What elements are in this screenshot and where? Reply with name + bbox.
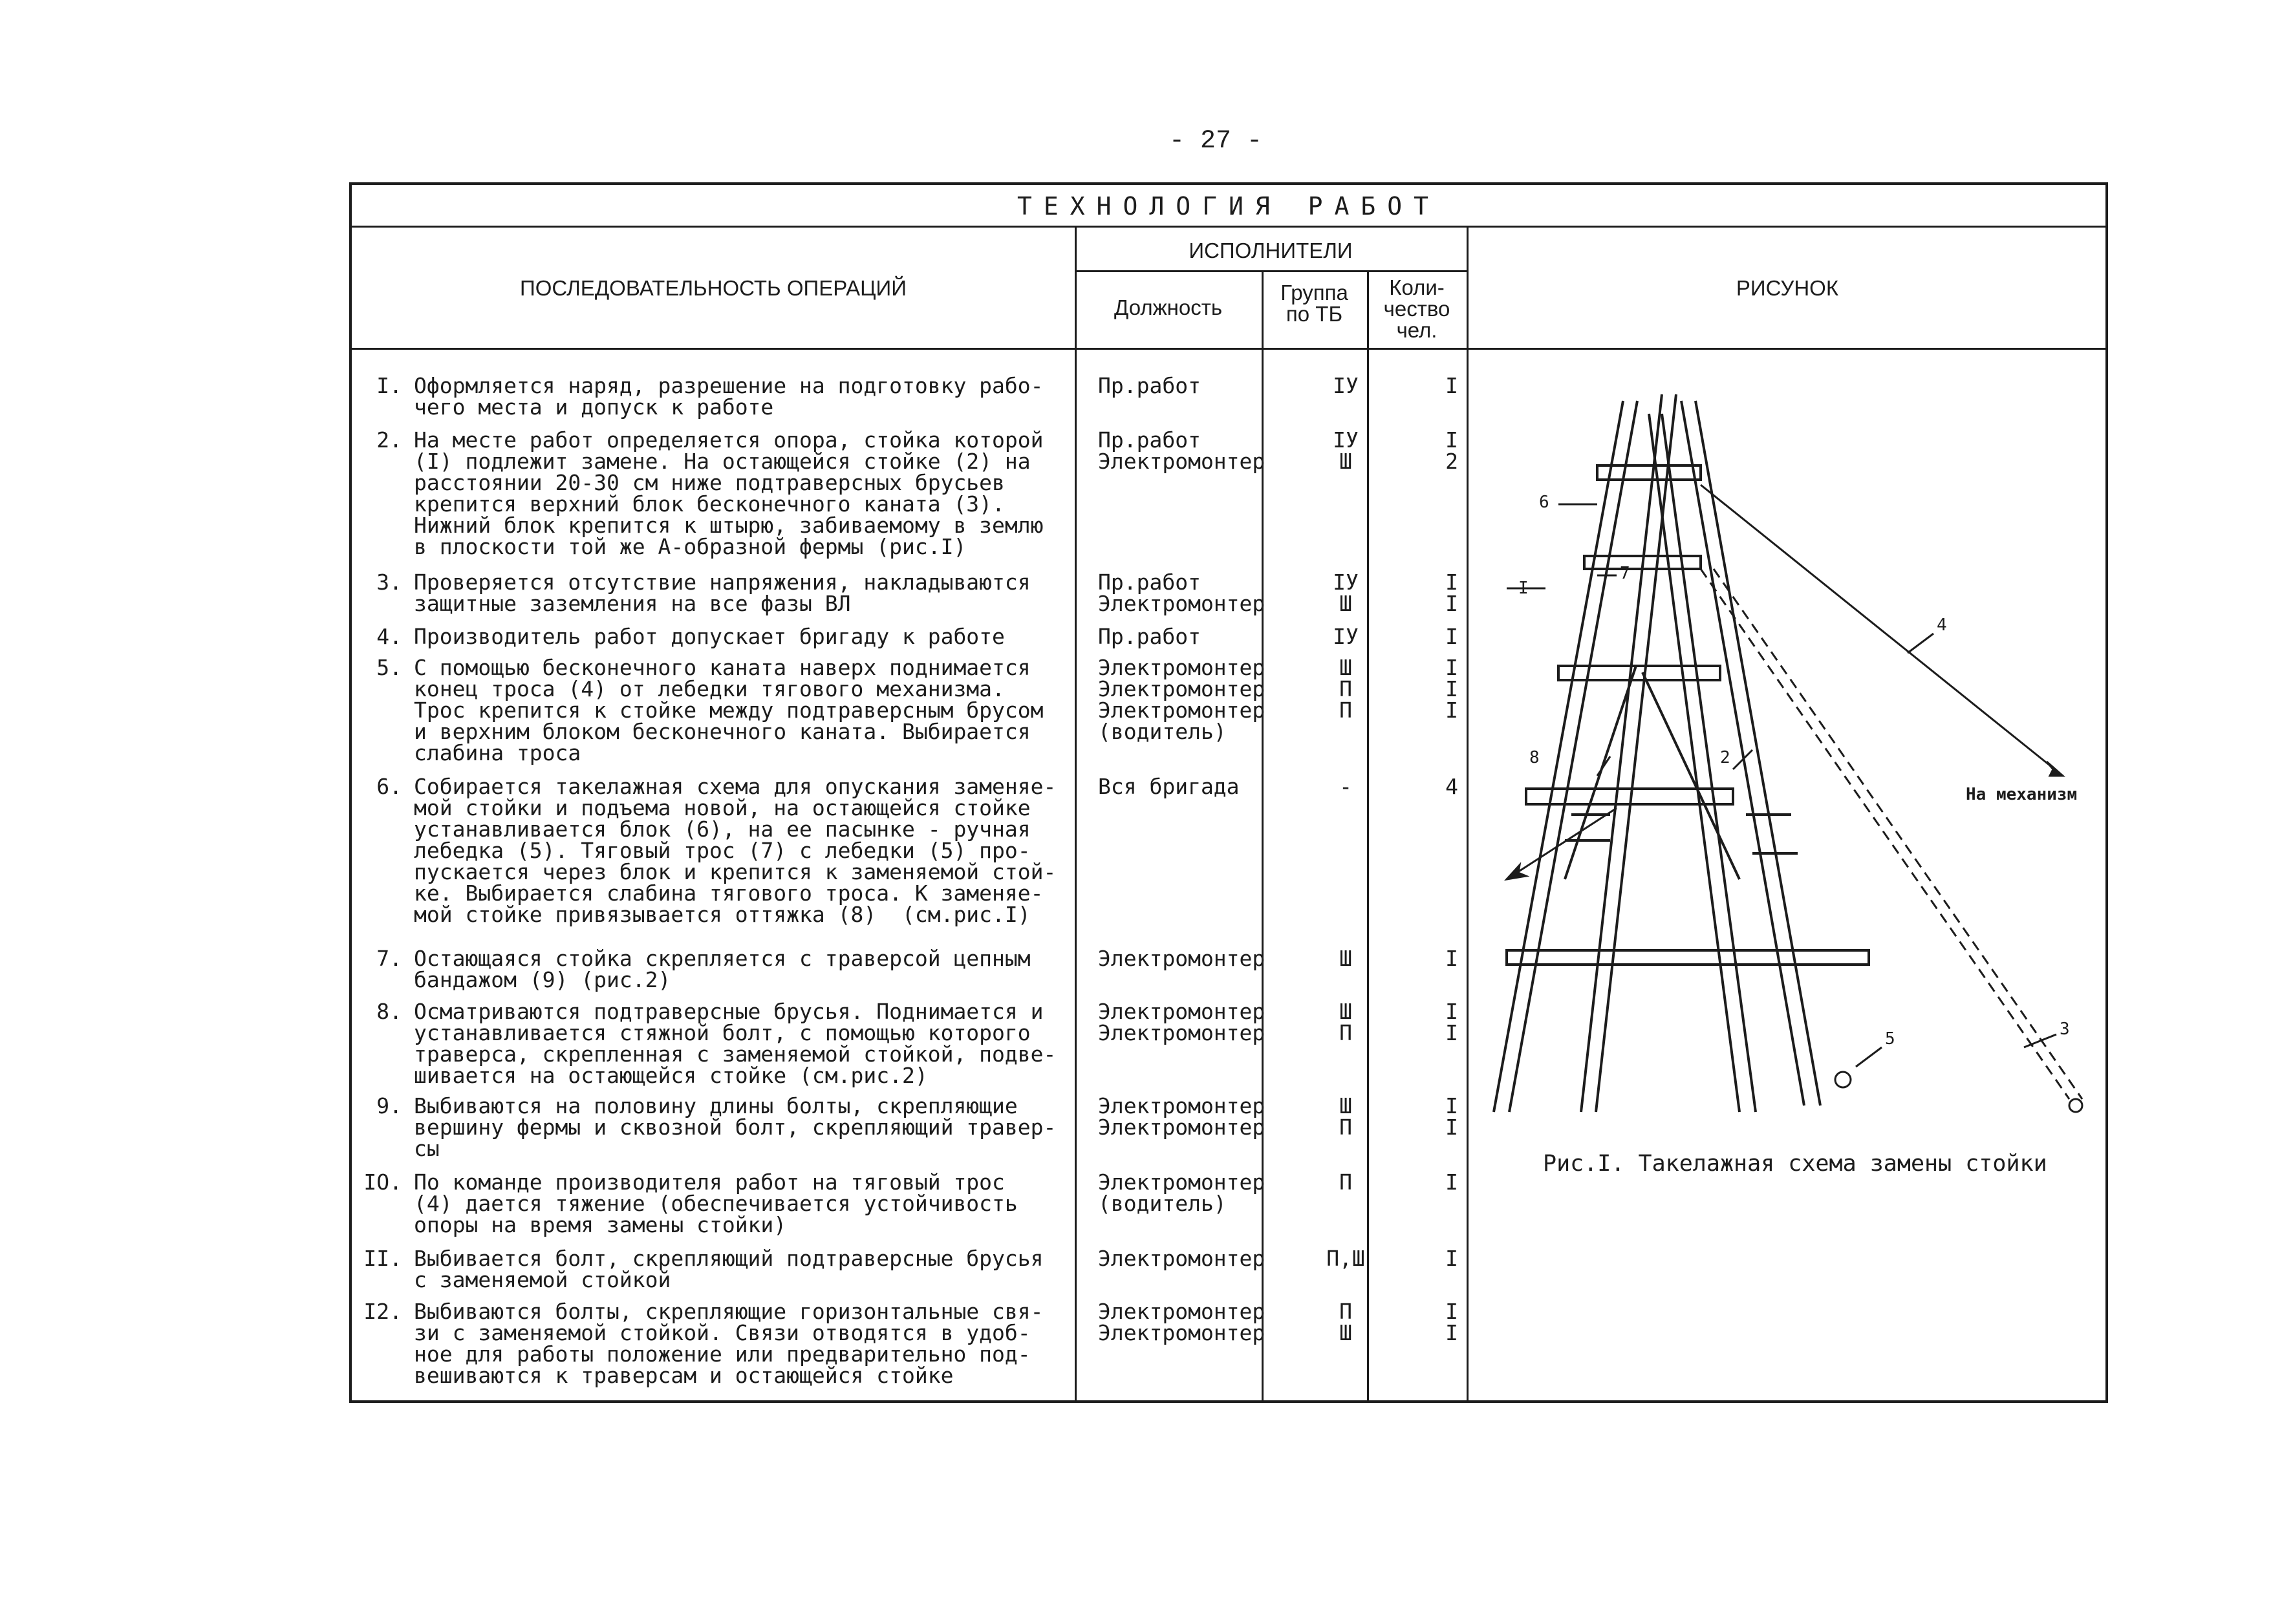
operation-position: Вся бригада (1098, 774, 1240, 799)
operation-position: Электромонтер (1098, 946, 1265, 971)
operation-position: Электромонтер Электромонтер (1098, 1093, 1265, 1140)
operation-group: П Ш (1339, 1299, 1352, 1345)
operation-quantity: 4 (1445, 774, 1458, 799)
operation-group: П,Ш (1326, 1246, 1365, 1271)
operation-text: Осматриваются подтраверсные брусья. Поднимается и устанавливается стяжной болт, с помощью которого траверса, скрепленная с заменяемой стойкой, подве- шивается на остающейся стойке (см.рис.2) (414, 999, 1057, 1088)
operation-number: 7. (376, 946, 402, 971)
operation-number: 6. (376, 774, 402, 799)
operation-number: 5. (376, 655, 402, 680)
operation-quantity: I 2 (1445, 427, 1458, 474)
operation-text: По команде производителя работ на тяговый трос (4) дается тяжение (обеспечивается устойчивость опоры на время замены стойки) (414, 1170, 1018, 1237)
operation-quantity: I I (1445, 999, 1458, 1045)
label-3: 3 (2060, 1020, 2070, 1039)
operation-group: - (1339, 774, 1352, 799)
figure-caption: Рис.I. Такелажная схема замены стойки (1543, 1151, 2047, 1177)
header-sequence: ПОСЛЕДОВАТЕЛЬНОСТЬ ОПЕРАЦИЙ (520, 276, 907, 300)
operation-quantity: I (1445, 1170, 1458, 1195)
operation-number: 8. (376, 999, 402, 1024)
page-number: - 27 - (1168, 127, 1263, 156)
operation-position: Пр.работ (1098, 373, 1201, 398)
operation-quantity: I I (1445, 570, 1458, 616)
operation-group: IУ (1333, 373, 1359, 398)
label-7: 7 (1620, 564, 1630, 583)
operation-position: Электромонтер Электромонтер (1098, 1299, 1265, 1345)
operation-number: II. (363, 1246, 402, 1271)
operation-position: Электромонтер (водитель) (1098, 1170, 1265, 1216)
header-quantity: Коли- чество чел. (1383, 275, 1450, 342)
operation-number: I2. (363, 1299, 402, 1324)
operation-group: Ш П (1339, 1093, 1352, 1140)
label-5: 5 (1885, 1029, 1895, 1049)
operation-text: Производитель работ допускает бригаду к работе (414, 624, 1005, 649)
table-title: ТЕХНОЛОГИЯ РАБОТ (352, 185, 2105, 228)
operation-quantity: I I (1445, 1299, 1458, 1345)
operation-quantity: I (1445, 1246, 1458, 1271)
label-4: 4 (1937, 615, 1947, 635)
operation-group: IУ Ш (1333, 427, 1359, 474)
operation-group: IУ Ш (1333, 570, 1359, 616)
operation-group: IУ (1333, 624, 1359, 649)
operation-text: На месте работ определяется опора, стойка которой (I) подлежит замене. На остающейся стойке (2) на расстоянии 20-30 см ниже подтраверсных брусьев крепится верхний блок бесконечного каната (3). Нижний блок крепится к штырю, забиваемому в землю в плоскости той же А-образной фермы (рис.I) (414, 427, 1044, 559)
operation-position: Электромонтер Электромонтер Электромонтер (водитель) (1098, 655, 1265, 744)
operation-group: Ш П П (1339, 655, 1352, 723)
operation-group: Ш (1339, 946, 1352, 971)
header-position: Должность (1114, 295, 1223, 319)
operation-position: Пр.работ Электромонтер (1098, 570, 1265, 616)
header-figure: РИСУНОК (1736, 276, 1839, 300)
operation-group: Ш П (1339, 999, 1352, 1045)
header-executors: ИСПОЛНИТЕЛИ (1189, 239, 1353, 262)
header-group: Группа по ТБ (1280, 281, 1348, 326)
operation-text: Проверяется отсутствие напряжения, накладываются защитные заземления на все фазы ВЛ (414, 570, 1031, 616)
operation-number: 3. (376, 570, 402, 595)
operation-number: 2. (376, 427, 402, 453)
operation-quantity: I (1445, 624, 1458, 649)
operation-text: С помощью бесконечного каната наверх поднимается конец троса (4) от лебедки тягового механизма. Трос крепится к стойке между подтраверсным брусом и верхним блоком бесконечного каната. Выбирается слабина троса (414, 655, 1044, 765)
operation-text: Выбиваются на половину длины болты, скрепляющие вершину фермы и сквозной болт, скрепляющий травер- сы (414, 1093, 1057, 1161)
operation-group: П (1339, 1170, 1352, 1195)
operation-position: Электромонтер (1098, 1246, 1265, 1271)
operation-number: 4. (376, 624, 402, 649)
operation-position: Пр.работ Электромонтер (1098, 427, 1265, 474)
operation-text: Собирается такелажная схема для опускания заменяе- мой стойки и подъема новой, на остающейся стойке устанавливается блок (6), на ее пасынке - ручная лебедка (5). Тяговый трос (7) с лебедки (5) про- пускается через блок и крепится к заменяемой стой- ке. Выбирается слабина тягового троса. К заменяе- мой стойке привязывается оттяжка (8) (см.рис.I) (414, 774, 1057, 927)
operation-text: Выбиваются болты, скрепляющие горизонтальные свя- зи с заменяемой стойкой. Связи отводятся в удоб- ное для работы положение или предварительно под- вешиваются к траверсам и остающейся стойке (414, 1299, 1044, 1388)
operation-quantity: I I (1445, 1093, 1458, 1140)
operation-text: Оформляется наряд, разрешение на подготовку рабо- чего места и допуск к работе (414, 373, 1044, 420)
label-8: 8 (1529, 748, 1540, 767)
label-6: 6 (1539, 493, 1549, 512)
operation-quantity: I I I (1445, 655, 1458, 723)
operation-number: IO. (363, 1170, 402, 1195)
operation-position: Пр.работ (1098, 624, 1201, 649)
operation-text: Остающаяся стойка скрепляется с траверсой цепным бандажом (9) (рис.2) (414, 946, 1031, 992)
operation-number: 9. (376, 1093, 402, 1118)
mechanism-label: На механизм (1966, 785, 2078, 804)
operation-text: Выбивается болт, скрепляющий подтраверсные брусья с заменяемой стойкой (414, 1246, 1044, 1292)
operation-position: Электромонтер Электромонтер (1098, 999, 1265, 1045)
label-1: I (1518, 579, 1529, 598)
operation-number: I. (376, 373, 402, 398)
rigging-diagram (1468, 362, 2108, 1138)
label-2: 2 (1720, 748, 1730, 767)
operation-quantity: I (1445, 373, 1458, 398)
operation-quantity: I (1445, 946, 1458, 971)
